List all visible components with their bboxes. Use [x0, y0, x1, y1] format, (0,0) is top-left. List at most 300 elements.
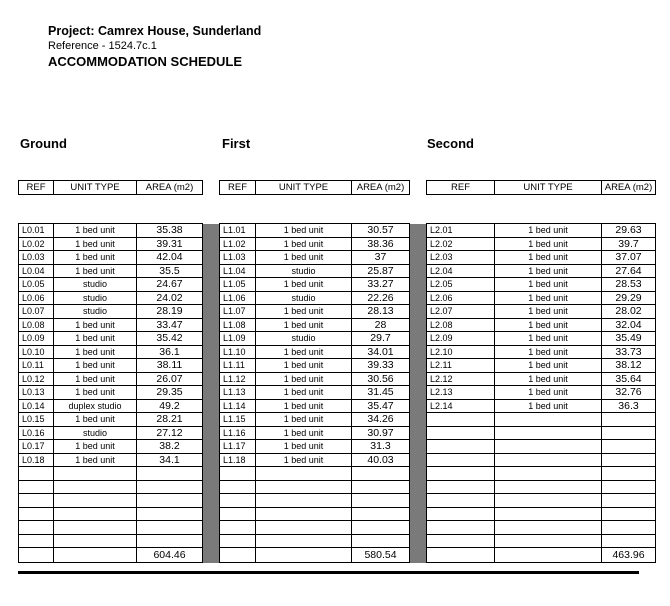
second-area-cell: 33.73: [602, 345, 656, 359]
ground-ref-cell: L0.17: [19, 440, 54, 454]
section-divider: [203, 534, 220, 548]
first-ref-cell: L1.10: [220, 345, 256, 359]
first-empty-cell: [256, 467, 352, 481]
first-ref-cell: L1.14: [220, 399, 256, 413]
ground-unit-type-cell: 1 bed unit: [54, 413, 137, 427]
second-empty-cell: [495, 413, 602, 427]
second-area-cell: 35.64: [602, 372, 656, 386]
section-divider: [410, 548, 427, 563]
second-empty-cell: [427, 507, 495, 521]
first-area-cell: 22.26: [352, 291, 410, 305]
section-divider: [203, 467, 220, 481]
section-divider: [410, 237, 427, 251]
first-ref-cell: L1.03: [220, 251, 256, 265]
first-empty-cell: [352, 494, 410, 508]
ground-unit-type-cell: 1 bed unit: [54, 453, 137, 467]
second-empty-cell: [495, 467, 602, 481]
section-divider: [410, 224, 427, 238]
ground-ref-cell: L0.18: [19, 453, 54, 467]
first-unit-type-cell: 1 bed unit: [256, 440, 352, 454]
first-area-cell: 40.03: [352, 453, 410, 467]
table-row: [19, 372, 656, 386]
table-row: [19, 332, 656, 346]
ground-area-cell: 36.1: [137, 345, 203, 359]
reference-number: Reference - 1524.7c.1: [48, 40, 157, 52]
first-area-cell: 31.45: [352, 386, 410, 400]
first-empty-cell: [256, 534, 352, 548]
section-divider: [410, 318, 427, 332]
first-unit-type-header: UNIT TYPE: [256, 181, 352, 195]
section-divider: [203, 413, 220, 427]
ground-empty-cell: [137, 507, 203, 521]
section-divider: [203, 548, 220, 563]
table-row: [19, 467, 656, 481]
ground-unit-type-cell: 1 bed unit: [54, 264, 137, 278]
section-divider: [203, 291, 220, 305]
first-area-cell: 30.57: [352, 224, 410, 238]
column-header-table: [18, 180, 656, 195]
second-unit-type-cell: 1 bed unit: [495, 305, 602, 319]
first-area-cell: 34.01: [352, 345, 410, 359]
second-area-cell: 27.64: [602, 264, 656, 278]
ground-ref-header: REF: [19, 181, 54, 195]
second-unit-type-cell: 1 bed unit: [495, 318, 602, 332]
first-ref-cell: L1.13: [220, 386, 256, 400]
first-unit-type-cell: 1 bed unit: [256, 413, 352, 427]
ground-ref-cell: L0.05: [19, 278, 54, 292]
second-unit-type-cell: 1 bed unit: [495, 359, 602, 373]
table-row: [19, 534, 656, 548]
section-divider: [203, 372, 220, 386]
first-unit-type-cell: 1 bed unit: [256, 359, 352, 373]
ground-area-cell: 35.42: [137, 332, 203, 346]
first-empty-cell: [352, 534, 410, 548]
second-empty-cell: [427, 467, 495, 481]
ground-area-cell: 28.21: [137, 413, 203, 427]
ground-ref-cell: L0.16: [19, 426, 54, 440]
first-unit-type-cell: 1 bed unit: [256, 318, 352, 332]
section-divider: [203, 386, 220, 400]
first-ref-cell: L1.18: [220, 453, 256, 467]
second-empty-cell: [602, 521, 656, 535]
ground-total-blank: [54, 548, 137, 563]
first-ref-cell: L1.08: [220, 318, 256, 332]
ground-ref-cell: L0.04: [19, 264, 54, 278]
second-empty-cell: [427, 453, 495, 467]
second-unit-type-cell: 1 bed unit: [495, 372, 602, 386]
first-unit-type-cell: 1 bed unit: [256, 251, 352, 265]
second-empty-cell: [602, 453, 656, 467]
ground-empty-cell: [19, 480, 54, 494]
second-empty-cell: [427, 494, 495, 508]
second-empty-cell: [602, 480, 656, 494]
section-divider: [410, 467, 427, 481]
first-ref-cell: L1.06: [220, 291, 256, 305]
ground-total-blank: [19, 548, 54, 563]
second-area-header: AREA (m2): [602, 181, 656, 195]
second-empty-cell: [427, 480, 495, 494]
first-total-blank: [256, 548, 352, 563]
table-row: [19, 359, 656, 373]
table-row: [19, 507, 656, 521]
second-unit-type-cell: 1 bed unit: [495, 332, 602, 346]
second-area-cell: 38.12: [602, 359, 656, 373]
ground-unit-type-cell: studio: [54, 291, 137, 305]
second-ref-cell: L2.01: [427, 224, 495, 238]
ground-unit-type-header: UNIT TYPE: [54, 181, 137, 195]
first-area-cell: 28.13: [352, 305, 410, 319]
first-area-cell: 39.33: [352, 359, 410, 373]
section-divider: [410, 278, 427, 292]
second-empty-cell: [602, 440, 656, 454]
first-unit-type-cell: studio: [256, 291, 352, 305]
first-unit-type-cell: 1 bed unit: [256, 237, 352, 251]
first-area-cell: 38.36: [352, 237, 410, 251]
ground-area-cell: 27.12: [137, 426, 203, 440]
table-row: [19, 480, 656, 494]
ground-area-cell: 35.5: [137, 264, 203, 278]
second-unit-type-cell: 1 bed unit: [495, 237, 602, 251]
ground-ref-cell: L0.14: [19, 399, 54, 413]
table-row: [19, 224, 656, 238]
first-area-cell: 30.56: [352, 372, 410, 386]
table-row: [19, 291, 656, 305]
ground-area-cell: 42.04: [137, 251, 203, 265]
section-divider: [410, 345, 427, 359]
first-empty-cell: [352, 521, 410, 535]
ground-unit-type-cell: 1 bed unit: [54, 318, 137, 332]
second-area-cell: 28.53: [602, 278, 656, 292]
second-empty-cell: [495, 507, 602, 521]
section-divider: [203, 399, 220, 413]
ground-unit-type-cell: 1 bed unit: [54, 237, 137, 251]
ground-empty-cell: [54, 480, 137, 494]
second-empty-cell: [602, 413, 656, 427]
section-divider: [203, 440, 220, 454]
second-area-cell: 37.07: [602, 251, 656, 265]
ground-unit-type-cell: 1 bed unit: [54, 386, 137, 400]
section-divider: [203, 332, 220, 346]
table-row: [19, 386, 656, 400]
section-divider: [203, 345, 220, 359]
table-row: [19, 278, 656, 292]
schedule-title: ACCOMMODATION SCHEDULE: [48, 54, 243, 69]
ground-area-cell: 49.2: [137, 399, 203, 413]
second-ref-cell: L2.13: [427, 386, 495, 400]
second-area-cell: 32.76: [602, 386, 656, 400]
ground-area-cell: 34.1: [137, 453, 203, 467]
table-row: [19, 521, 656, 535]
first-unit-type-cell: 1 bed unit: [256, 426, 352, 440]
ground-ref-cell: L0.02: [19, 237, 54, 251]
second-unit-type-header: UNIT TYPE: [495, 181, 602, 195]
ground-ref-cell: L0.09: [19, 332, 54, 346]
section-divider: [203, 521, 220, 535]
ground-empty-cell: [19, 467, 54, 481]
second-unit-type-cell: 1 bed unit: [495, 386, 602, 400]
section-divider: [410, 440, 427, 454]
first-unit-type-cell: 1 bed unit: [256, 345, 352, 359]
ground-empty-cell: [54, 494, 137, 508]
ground-area-cell: 28.19: [137, 305, 203, 319]
table-row: [19, 251, 656, 265]
ground-total-area: 604.46: [137, 548, 203, 563]
second-empty-cell: [427, 440, 495, 454]
table-row: [19, 494, 656, 508]
section-divider: [410, 507, 427, 521]
section-divider: [203, 264, 220, 278]
ground-unit-type-cell: 1 bed unit: [54, 251, 137, 265]
second-empty-cell: [495, 480, 602, 494]
ground-empty-cell: [137, 480, 203, 494]
table-row: [19, 453, 656, 467]
first-empty-cell: [220, 467, 256, 481]
first-unit-type-cell: 1 bed unit: [256, 224, 352, 238]
section-divider: [410, 413, 427, 427]
section-divider: [410, 372, 427, 386]
first-area-cell: 28: [352, 318, 410, 332]
ground-empty-cell: [19, 494, 54, 508]
table-row: [19, 413, 656, 427]
ground-unit-type-cell: 1 bed unit: [54, 345, 137, 359]
first-empty-cell: [352, 507, 410, 521]
first-empty-cell: [352, 467, 410, 481]
first-empty-cell: [256, 521, 352, 535]
ground-area-cell: 24.02: [137, 291, 203, 305]
second-total-blank: [495, 548, 602, 563]
ground-area-cell: 29.35: [137, 386, 203, 400]
ground-empty-cell: [19, 521, 54, 535]
second-empty-cell: [495, 494, 602, 508]
first-area-cell: 33.27: [352, 278, 410, 292]
ground-area-header: AREA (m2): [137, 181, 203, 195]
first-empty-cell: [352, 480, 410, 494]
first-total-blank: [220, 548, 256, 563]
first-empty-cell: [256, 494, 352, 508]
section-divider: [410, 386, 427, 400]
table-row: [19, 440, 656, 454]
first-ref-cell: L1.15: [220, 413, 256, 427]
second-area-cell: 39.7: [602, 237, 656, 251]
first-area-cell: 31.3: [352, 440, 410, 454]
ground-empty-cell: [54, 521, 137, 535]
first-unit-type-cell: 1 bed unit: [256, 453, 352, 467]
second-empty-cell: [602, 507, 656, 521]
table-row: [19, 318, 656, 332]
table-row: [19, 305, 656, 319]
section-ground-label: Ground: [20, 136, 67, 151]
project-title: Project: Camrex House, Sunderland: [48, 24, 262, 38]
table-row: [19, 345, 656, 359]
ground-empty-cell: [54, 467, 137, 481]
first-area-cell: 37: [352, 251, 410, 265]
ground-unit-type-cell: 1 bed unit: [54, 440, 137, 454]
totals-row: [19, 548, 656, 563]
ground-empty-cell: [137, 467, 203, 481]
ground-unit-type-cell: studio: [54, 305, 137, 319]
second-empty-cell: [427, 521, 495, 535]
second-unit-type-cell: 1 bed unit: [495, 224, 602, 238]
ground-area-cell: 24.67: [137, 278, 203, 292]
second-ref-header: REF: [427, 181, 495, 195]
second-empty-cell: [495, 521, 602, 535]
section-divider: [203, 318, 220, 332]
ground-area-cell: 38.2: [137, 440, 203, 454]
second-ref-cell: L2.14: [427, 399, 495, 413]
section-divider: [410, 332, 427, 346]
accommodation-table: [18, 223, 656, 563]
second-ref-cell: L2.03: [427, 251, 495, 265]
section-divider: [410, 426, 427, 440]
section-divider: [410, 399, 427, 413]
section-divider: [203, 494, 220, 508]
first-ref-cell: L1.02: [220, 237, 256, 251]
ground-unit-type-cell: 1 bed unit: [54, 332, 137, 346]
first-unit-type-cell: 1 bed unit: [256, 399, 352, 413]
ground-unit-type-cell: studio: [54, 426, 137, 440]
first-empty-cell: [220, 534, 256, 548]
first-unit-type-cell: 1 bed unit: [256, 372, 352, 386]
section-divider: [410, 480, 427, 494]
ground-unit-type-cell: 1 bed unit: [54, 372, 137, 386]
section-divider: [203, 359, 220, 373]
ground-unit-type-cell: 1 bed unit: [54, 359, 137, 373]
ground-empty-cell: [54, 507, 137, 521]
section-divider: [203, 224, 220, 238]
second-unit-type-cell: 1 bed unit: [495, 291, 602, 305]
second-empty-cell: [602, 534, 656, 548]
ground-area-cell: 38.11: [137, 359, 203, 373]
second-empty-cell: [602, 467, 656, 481]
second-ref-cell: L2.11: [427, 359, 495, 373]
second-area-cell: 29.63: [602, 224, 656, 238]
ground-area-cell: 33.47: [137, 318, 203, 332]
first-area-cell: 29.7: [352, 332, 410, 346]
ground-ref-cell: L0.03: [19, 251, 54, 265]
table-row: [19, 399, 656, 413]
ground-empty-cell: [19, 534, 54, 548]
first-area-header: AREA (m2): [352, 181, 410, 195]
first-total-area: 580.54: [352, 548, 410, 563]
first-empty-cell: [220, 521, 256, 535]
ground-empty-cell: [137, 521, 203, 535]
second-ref-cell: L2.10: [427, 345, 495, 359]
second-empty-cell: [602, 494, 656, 508]
section-divider: [410, 521, 427, 535]
first-ref-cell: L1.09: [220, 332, 256, 346]
bottom-rule: [18, 571, 639, 574]
section-divider: [410, 453, 427, 467]
ground-area-cell: 35.38: [137, 224, 203, 238]
ground-unit-type-cell: 1 bed unit: [54, 224, 137, 238]
second-ref-cell: L2.05: [427, 278, 495, 292]
section-divider: [203, 480, 220, 494]
section-divider: [410, 291, 427, 305]
second-unit-type-cell: 1 bed unit: [495, 345, 602, 359]
first-unit-type-cell: studio: [256, 332, 352, 346]
section-divider: [203, 251, 220, 265]
table-row: [19, 264, 656, 278]
second-unit-type-cell: 1 bed unit: [495, 264, 602, 278]
first-unit-type-cell: 1 bed unit: [256, 305, 352, 319]
first-unit-type-cell: 1 bed unit: [256, 386, 352, 400]
ground-ref-cell: L0.12: [19, 372, 54, 386]
first-area-cell: 25.87: [352, 264, 410, 278]
second-area-cell: 32.04: [602, 318, 656, 332]
second-area-cell: 36.3: [602, 399, 656, 413]
second-unit-type-cell: 1 bed unit: [495, 278, 602, 292]
second-unit-type-cell: 1 bed unit: [495, 251, 602, 265]
ground-empty-cell: [137, 494, 203, 508]
ground-ref-cell: L0.11: [19, 359, 54, 373]
ground-ref-cell: L0.13: [19, 386, 54, 400]
first-ref-cell: L1.01: [220, 224, 256, 238]
second-empty-cell: [427, 413, 495, 427]
ground-unit-type-cell: duplex studio: [54, 399, 137, 413]
first-area-cell: 30.97: [352, 426, 410, 440]
section-divider: [203, 305, 220, 319]
section-first-label: First: [222, 136, 251, 151]
second-ref-cell: L2.07: [427, 305, 495, 319]
ground-area-cell: 26.07: [137, 372, 203, 386]
ground-ref-cell: L0.10: [19, 345, 54, 359]
first-ref-cell: L1.12: [220, 372, 256, 386]
second-unit-type-cell: 1 bed unit: [495, 399, 602, 413]
first-area-cell: 34.26: [352, 413, 410, 427]
second-ref-cell: L2.08: [427, 318, 495, 332]
ground-ref-cell: L0.15: [19, 413, 54, 427]
section-divider: [203, 278, 220, 292]
ground-empty-cell: [137, 534, 203, 548]
second-total-blank: [427, 548, 495, 563]
section-divider: [410, 305, 427, 319]
first-ref-cell: L1.17: [220, 440, 256, 454]
first-area-cell: 35.47: [352, 399, 410, 413]
first-empty-cell: [220, 480, 256, 494]
ground-ref-cell: L0.01: [19, 224, 54, 238]
second-ref-cell: L2.04: [427, 264, 495, 278]
first-ref-cell: L1.04: [220, 264, 256, 278]
second-empty-cell: [495, 534, 602, 548]
second-area-cell: 28.02: [602, 305, 656, 319]
section-divider: [410, 359, 427, 373]
section-divider: [203, 453, 220, 467]
ground-ref-cell: L0.08: [19, 318, 54, 332]
second-ref-cell: L2.02: [427, 237, 495, 251]
second-area-cell: 35.49: [602, 332, 656, 346]
section-divider: [410, 251, 427, 265]
first-unit-type-cell: 1 bed unit: [256, 278, 352, 292]
first-ref-header: REF: [220, 181, 256, 195]
first-empty-cell: [256, 480, 352, 494]
first-unit-type-cell: studio: [256, 264, 352, 278]
second-ref-cell: L2.09: [427, 332, 495, 346]
second-empty-cell: [427, 426, 495, 440]
table-row: [19, 426, 656, 440]
second-empty-cell: [495, 453, 602, 467]
table-row: [19, 237, 656, 251]
first-empty-cell: [220, 494, 256, 508]
ground-unit-type-cell: studio: [54, 278, 137, 292]
first-empty-cell: [220, 507, 256, 521]
first-ref-cell: L1.05: [220, 278, 256, 292]
first-ref-cell: L1.07: [220, 305, 256, 319]
second-ref-cell: L2.12: [427, 372, 495, 386]
second-empty-cell: [602, 426, 656, 440]
first-ref-cell: L1.11: [220, 359, 256, 373]
section-divider: [410, 264, 427, 278]
second-empty-cell: [495, 440, 602, 454]
